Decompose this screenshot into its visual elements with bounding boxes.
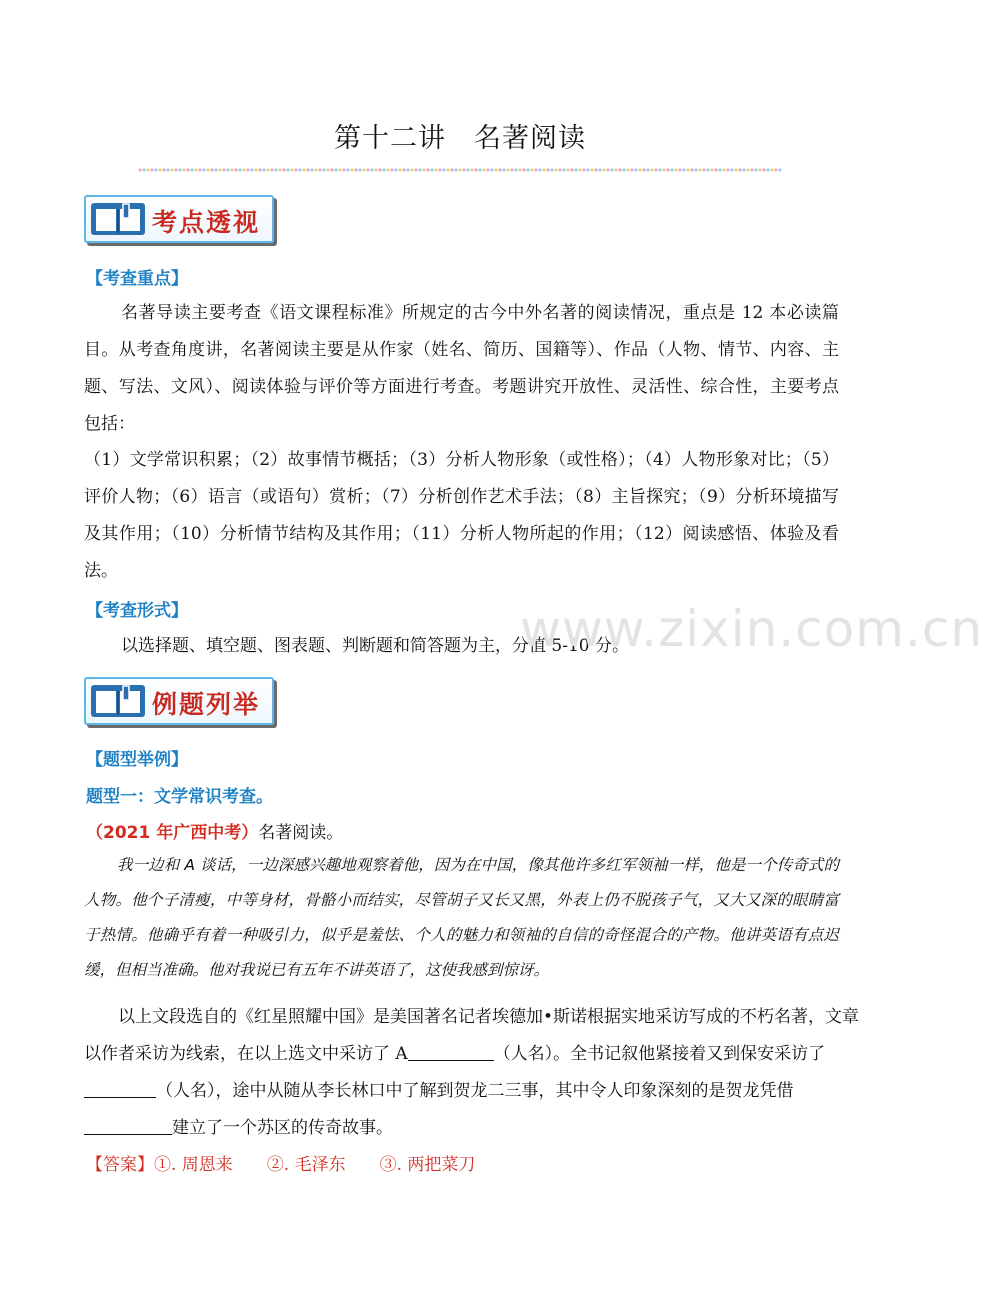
banner-examples: [84, 677, 274, 725]
answer-blank: [84, 1118, 172, 1135]
question-source: （2021 年广西中考）: [86, 823, 259, 843]
question-line-3: [84, 1076, 794, 1101]
banner-title: 考点透视: [152, 208, 261, 237]
answer-label: 【答案】: [86, 1155, 154, 1175]
page-title: 第十二讲 名著阅读: [334, 123, 586, 154]
answer-3: ③. 两把菜刀: [379, 1155, 476, 1175]
question-source-line: [86, 818, 343, 843]
question-prompt: 名著阅读。: [258, 823, 344, 843]
answer-1: ①. 周恩来: [154, 1155, 233, 1175]
form-paragraph: 以选择题、填空题、图表题、判断题和简答题为主，分值 5-10 分。: [121, 636, 629, 656]
question-line-4: [84, 1113, 393, 1138]
type-heading: 【题型举例】: [86, 750, 188, 770]
question-text: 以作者采访为线索，在以上选文中采访了 A: [84, 1044, 408, 1064]
banner-exam-points: [84, 195, 274, 243]
question-text: （人名），途中从随从李长林口中了解到贺龙二三事，其中令人印象深刻的是贺龙凭借: [156, 1081, 794, 1101]
answer-2: ②. 毛泽东: [266, 1155, 346, 1175]
question-text: 建立了一个苏区的传奇故事。: [172, 1118, 393, 1138]
watermark: www.zixin.com.cn: [520, 600, 983, 658]
answer-blank: [408, 1044, 494, 1061]
points-paragraph: （1）文学常识积累；（2）故事情节概括；（3）分析人物形象（或性格）；（4）人物形象对比；（5）评价人物；（6）语言（或语句）赏析；（7）分析创作艺术手法；（8）主旨探究；（9）分析环境描写及其作用；（10）分析情节结构及其作用；（11）分析人物所起的作用；（12）阅读感悟、体验及看法。: [84, 450, 839, 581]
answer-blank: [84, 1081, 156, 1098]
book-icon: [90, 683, 146, 719]
banner-title: 例题列举: [152, 690, 261, 719]
question-line-2: [84, 1039, 825, 1064]
question-line-1: 以上文段选自的《红星照耀中国》是美国著名记者埃德加•斯诺根据实地采访写成的不朽名著，文章: [118, 1007, 860, 1027]
focus-paragraph: 名著导读主要考查《语文课程标准》所规定的古今中外名著的阅读情况，重点是 12 本必读篇目。从考查角度讲，名著阅读主要是从作家（姓名、简历、国籍等）、作品（人物、情节、内容、主题、写法、文风）、阅读体验与评价等方面进行考查。考题讲究开放性、灵活性、综合性，主要考点包括：: [84, 303, 839, 434]
form-heading: 【考查形式】: [86, 601, 188, 621]
book-icon: [90, 201, 146, 237]
answer-line: [86, 1150, 475, 1175]
focus-heading: 【考查重点】: [86, 269, 188, 289]
dotted-divider: [138, 168, 782, 172]
question-text: （人名）。全书记叙他紧接着又到保安采访了: [493, 1044, 826, 1064]
excerpt-paragraph: 我一边和 A 谈话，一边深感兴趣地观察着他，因为在中国，像其他许多红军领袖一样，他是一个传奇式的人物。他个子清瘦，中等身材，骨骼小而结实，尽管胡子又长又黑，外表上仍不脱孩子气，又大又深的眼睛富于热情。他确乎有着一种吸引力，似乎是羞怯、个人的魅力和领袖的自信的奇怪混合的产物。他讲英语有点迟缓，但相当准确。他对我说已有五年不讲英语了，这使我感到惊讶。: [84, 856, 839, 979]
type-one-heading: 题型一：文学常识考查。: [86, 787, 273, 807]
